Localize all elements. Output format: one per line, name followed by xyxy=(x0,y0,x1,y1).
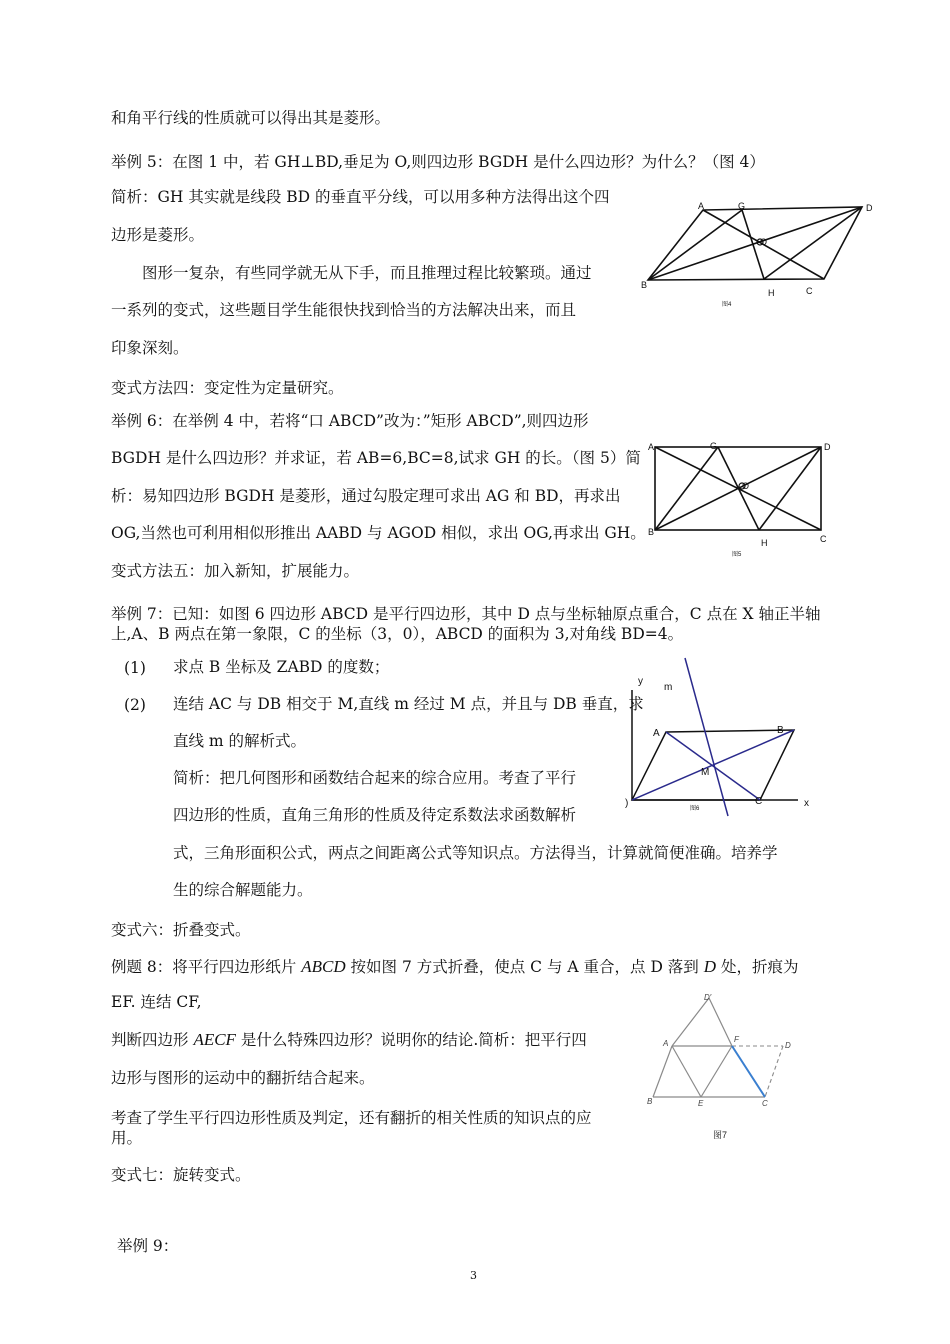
vertex-label: D xyxy=(866,203,873,213)
segment-cf xyxy=(732,1046,765,1097)
math-symbol: ABCD xyxy=(301,957,346,976)
math-symbol: D xyxy=(703,957,717,976)
vertex-label: ) xyxy=(625,798,629,809)
axis-label: x xyxy=(804,798,809,809)
list-item: 求点 B 坐标及 ZABD 的度数； xyxy=(173,658,390,676)
text-line: EF. 连结 CF, xyxy=(111,993,202,1011)
vertex-label: E xyxy=(698,1099,704,1108)
figure-caption: 图6 xyxy=(690,806,700,812)
text-line: 边形是菱形。 xyxy=(111,226,205,244)
text-segment: 处，折痕为 xyxy=(716,958,799,976)
text-line: 简析：把几何图形和函数结合起来的综合应用。考查了平行 xyxy=(173,769,577,787)
axis-label: y xyxy=(638,676,643,687)
text-line: 边形与图形的运动中的翻折结合起来。 xyxy=(111,1069,375,1087)
vertex-label: F xyxy=(734,1035,739,1044)
vertex-label: H xyxy=(768,288,775,298)
text-line: 四边形的性质，直角三角形的性质及待定系数法求函数解析 xyxy=(173,806,577,824)
figure-4 xyxy=(638,198,878,316)
text-line: 用。 xyxy=(111,1129,143,1147)
text-line: OG,当然也可利用相似形推出 AABD 与 AGOD 相似，求出 OG,再求出 GH。 xyxy=(111,524,646,542)
vertex-label: D′ xyxy=(704,993,712,1002)
vertex-label: C xyxy=(755,796,763,807)
figure-6 xyxy=(624,654,834,818)
text-line: 简析：GH 其实就是线段 BD 的垂直平分线，可以用多种方法得出这个四 xyxy=(111,188,610,206)
text-line: 印象深刻。 xyxy=(111,339,189,357)
text-line: BGDH 是什么四边形？并求证，若 AB=6,BC=8,试求 GH 的长。（图 5）简 xyxy=(111,449,641,467)
text-line: 式，三角形面积公式，两点之间距离公式等知识点。方法得当，计算就简便准确。培养学 xyxy=(173,844,778,862)
example-7-heading: 举例 7：已知：如图 6 四边形 ABCD 是平行四边形，其中 D 点与坐标轴原点重合，C 点在 X 轴正半轴 xyxy=(111,605,821,623)
vertex-label: C xyxy=(806,286,813,296)
vertex-label: O xyxy=(760,237,768,247)
vertex-label: B xyxy=(777,725,784,736)
line-m xyxy=(685,658,728,816)
vertex-label: A xyxy=(653,728,660,739)
example-6-heading: 举例 6：在举例 4 中，若将“口 ABCD”改为：”矩形 ABCD”,则四边形 xyxy=(111,412,589,430)
text-line: 图形一复杂，有些同学就无从下手，而且推理过程比较繁琐。通过 xyxy=(142,264,592,282)
list-number: (2) xyxy=(124,696,146,714)
vertex-label: M xyxy=(701,767,710,778)
text-line: 一系列的变式，这些题目学生能很快找到恰当的方法解决出来，而且 xyxy=(111,301,577,319)
vertex-label: G xyxy=(738,201,746,211)
section-heading: 变式方法四：变定性为定量研究。 xyxy=(111,379,344,397)
section-heading: 变式方法五：加入新知，扩展能力。 xyxy=(111,562,360,580)
vertex-label: A xyxy=(648,442,655,452)
text-line: 和角平行线的性质就可以得出其是菱形。 xyxy=(111,109,391,127)
example-5-heading: 举例 5：在图 1 中，若 GH⊥BD,垂足为 O,则四边形 BGDH 是什么四边形？为什么？（图 4） xyxy=(111,153,765,171)
figure-7 xyxy=(645,990,800,1150)
text-segment: 例题 8：将平行四边形纸片 xyxy=(111,958,302,976)
example-9-heading: 举例 9： xyxy=(117,1237,179,1255)
list-number: (1) xyxy=(124,659,146,677)
line-label: m xyxy=(664,682,673,693)
text-line: 上,A、B 两点在第一象限，C 的坐标（3，0），ABCD 的面积为 3,对角线 BD=4。 xyxy=(111,625,684,643)
text-line: 析：易知四边形 BGDH 是菱形，通过勾股定理可求出 AG 和 BD，再求出 xyxy=(111,487,621,505)
text-line: 直线 m 的解析式。 xyxy=(173,732,307,750)
vertex-label: A xyxy=(698,201,705,211)
figure-caption: 图4 xyxy=(722,302,732,308)
figure-caption: 图7 xyxy=(713,1130,728,1140)
vertex-label: H xyxy=(761,538,768,548)
text-segment: 是什么特殊四边形？说明你的结论.简析：把平行四 xyxy=(235,1031,587,1049)
vertex-label: G xyxy=(710,441,718,451)
text-segment: 按如图 7 方式折叠，使点 C 与 A 重合，点 D 落到 xyxy=(345,958,704,976)
text-line: 生的综合解题能力。 xyxy=(173,881,313,899)
section-heading: 变式六：折叠变式。 xyxy=(111,921,251,939)
vertex-label: B xyxy=(647,1097,653,1106)
section-heading: 变式七：旋转变式。 xyxy=(111,1166,251,1184)
vertex-label: O xyxy=(742,481,750,491)
figure-caption: 图5 xyxy=(732,552,742,558)
vertex-label: B xyxy=(641,280,648,290)
vertex-label: C xyxy=(820,534,827,544)
list-item: 连结 AC 与 DB 相交于 M,直线 m 经过 M 点，并且与 DB 垂直，求 xyxy=(173,695,644,713)
text-line xyxy=(111,1030,587,1050)
figure-5 xyxy=(646,438,838,560)
math-symbol: AECF xyxy=(193,1030,236,1049)
vertex-label: C xyxy=(762,1099,768,1108)
text-line: 考查了学生平行四边形性质及判定，还有翻折的相关性质的知识点的应 xyxy=(111,1109,592,1127)
vertex-label: D xyxy=(824,442,831,452)
vertex-label: D xyxy=(785,1041,791,1050)
example-8-heading xyxy=(111,957,798,977)
vertex-label: B xyxy=(648,527,655,537)
vertex-label: A xyxy=(663,1039,669,1048)
page-number: 3 xyxy=(470,1269,477,1282)
text-segment: 判断四边形 xyxy=(111,1031,194,1049)
